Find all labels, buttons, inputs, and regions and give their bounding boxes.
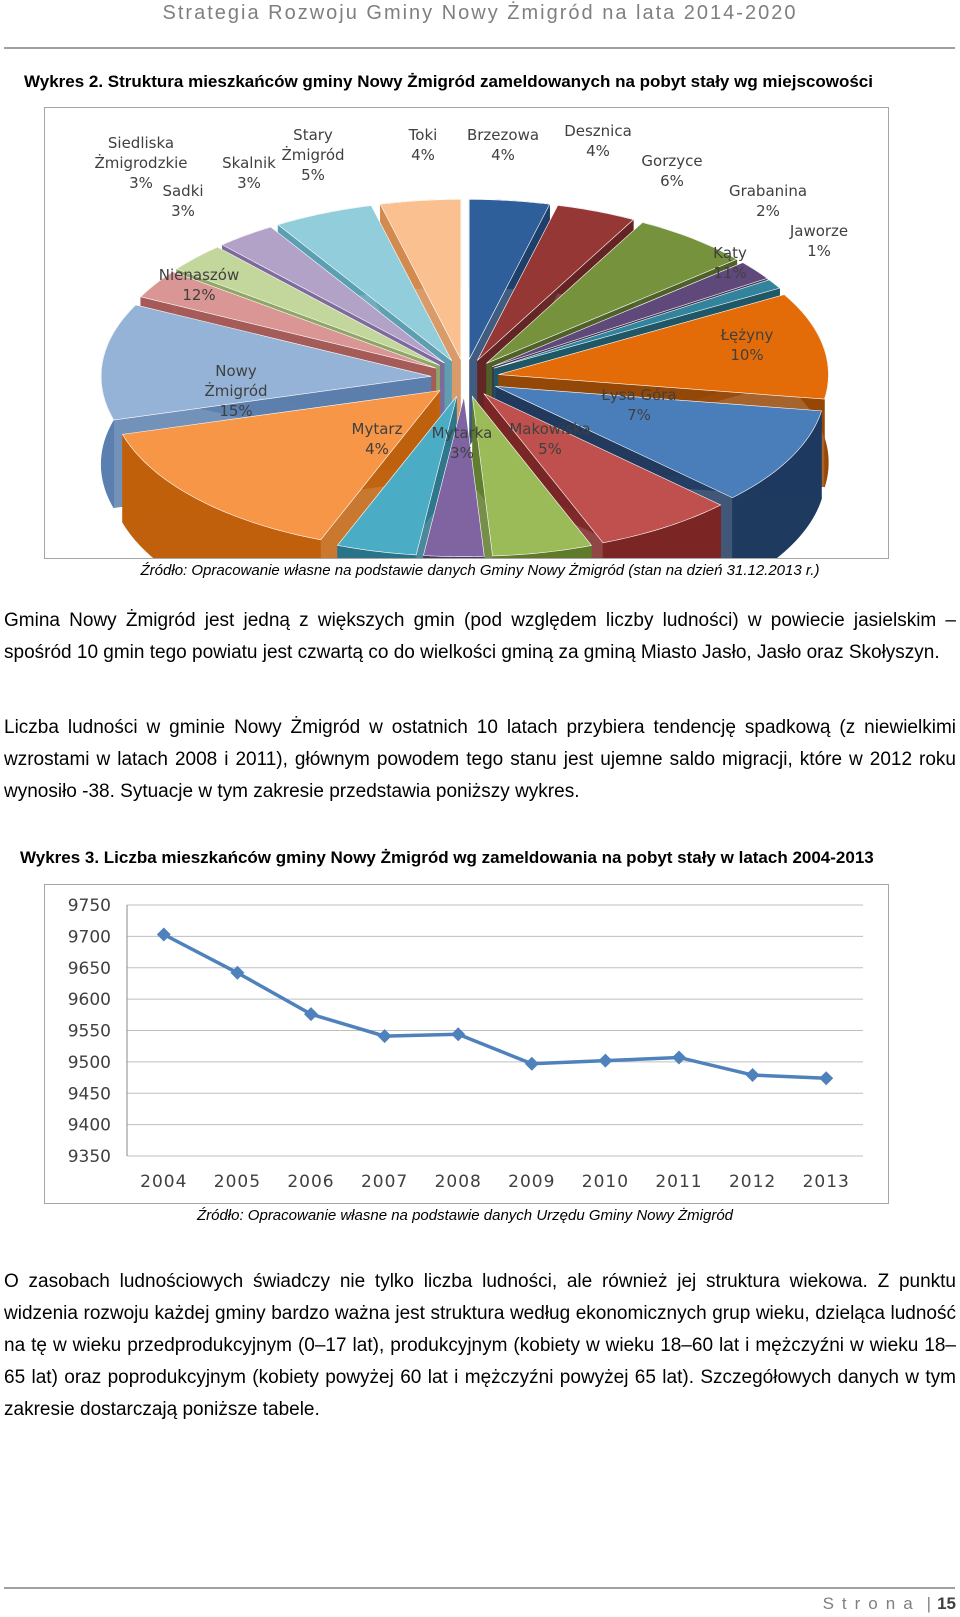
y-tick-label: 9450 bbox=[67, 1084, 111, 1105]
x-tick-label: 2012 bbox=[728, 1172, 777, 1192]
data-point bbox=[598, 1054, 612, 1068]
x-tick-label: 2008 bbox=[434, 1172, 482, 1192]
x-tick-label: 2005 bbox=[213, 1172, 262, 1192]
figure-2-caption: Wykres 2. Struktura mieszkańców gminy Nowy Żmigród zameldowanych na pobyt stały wg miejscowości bbox=[24, 72, 873, 91]
y-tick-label: 9550 bbox=[67, 1021, 111, 1042]
pie-label: Mytarka 3% bbox=[431, 424, 493, 462]
y-tick-label: 9750 bbox=[67, 896, 111, 916]
paragraph-2: Liczba ludności w gminie Nowy Żmigród w ostatnich 10 latach przybiera tendencję spadkową (z niewielkimi wzrostami w latach 2008 i 2011), głównym powodem tego stanu jest ujemne saldo migracji, które w 2012 roku wynosiło -38. Sytuacje w tym zakresie przedstawia poniższy wykres. bbox=[4, 717, 956, 802]
pie-chart-frame bbox=[44, 107, 889, 559]
pie-label: Mytarz 4% bbox=[351, 420, 403, 458]
data-point bbox=[304, 1007, 318, 1021]
x-tick-label: 2009 bbox=[508, 1172, 556, 1192]
pie-label: Stary Żmigród 5% bbox=[281, 126, 345, 184]
x-tick-label: 2007 bbox=[360, 1172, 409, 1192]
pie-label: Toki 4% bbox=[408, 126, 438, 164]
pie-label: Brzezowa 4% bbox=[466, 126, 540, 164]
pie-label: Grabanina 2% bbox=[728, 182, 808, 220]
pie-label: Łysa Góra 7% bbox=[601, 386, 677, 424]
data-point bbox=[451, 1027, 465, 1041]
y-tick-label: 9600 bbox=[67, 990, 111, 1011]
pie-label: Kąty 11% bbox=[713, 244, 747, 282]
data-point bbox=[819, 1071, 833, 1085]
x-tick-label: 2004 bbox=[140, 1172, 188, 1192]
data-point bbox=[525, 1057, 539, 1071]
figure-2-source: Źródło: Opracowanie własne na podstawie danych Gminy Nowy Żmigród (stan na dzień 31.12.2013 r.) bbox=[140, 562, 820, 579]
pie-label: Makowiska 5% bbox=[509, 420, 591, 458]
page-header: Strategia Rozwoju Gminy Nowy Żmigród na lata 2014-2020 bbox=[162, 2, 798, 24]
footer-label: Strona bbox=[822, 1594, 921, 1613]
x-tick-label: 2011 bbox=[655, 1172, 703, 1192]
page-footer bbox=[823, 1594, 956, 1614]
y-tick-label: 9650 bbox=[67, 958, 111, 979]
data-point bbox=[378, 1029, 392, 1043]
header-divider bbox=[4, 47, 955, 49]
paragraph-3: O zasobach ludnościowych świadczy nie tylko liczba ludności, ale również jej struktura wiekowa. Z punktu widzenia rozwoju każdej gminy bardzo ważna jest struktura według ekonomicznych grup wieku, dzieląca ludność na tę w wieku przedprodukcyjnym (0–17 lat), produkcyjnym (kobiety w wieku 18–60 lat i mężczyźni w wieku 18–65 lat) oraz poprodukcyjnym (kobiety powyżej 60 lat i mężczyźni powyżej 65 lat). Szczegółowych danych w tym zakresie dostarczają poniższe tabele. bbox=[4, 1271, 956, 1420]
pie-label: Nienaszów 12% bbox=[158, 266, 240, 304]
paragraph-1: Gmina Nowy Żmigród jest jedną z większych gmin (pod względem liczby ludności) w powiecie jasielskim – spośród 10 gmin tego powiatu jest czwartą co do wielkości gminą za gminą Miasto Jasło, Jasło oraz Skołyszyn. bbox=[4, 610, 956, 663]
pie-label: Gorzyce 6% bbox=[641, 152, 703, 190]
footer-separator: | bbox=[926, 1594, 932, 1613]
pie-chart bbox=[45, 108, 888, 558]
pie-label: Jaworze 1% bbox=[789, 222, 849, 260]
pie-label: Sadki 3% bbox=[162, 182, 204, 220]
data-point bbox=[672, 1050, 686, 1064]
y-tick-label: 9350 bbox=[67, 1147, 111, 1167]
data-point bbox=[157, 927, 171, 941]
y-tick-label: 9700 bbox=[67, 927, 111, 948]
pie-label: Skalnik 3% bbox=[222, 154, 276, 192]
x-tick-label: 2010 bbox=[581, 1172, 630, 1192]
pie-label: Siedliska Żmigrodzkie 3% bbox=[94, 134, 188, 192]
pie-label: Desznica 4% bbox=[564, 122, 632, 160]
y-tick-label: 9500 bbox=[67, 1052, 111, 1073]
footer-divider bbox=[4, 1587, 955, 1589]
page-number: 15 bbox=[937, 1594, 956, 1613]
pie-label: Łężyny 10% bbox=[720, 326, 774, 364]
series-line bbox=[164, 934, 826, 1078]
figure-3-source: Źródło: Opracowanie własne na podstawie danych Urzędu Gminy Nowy Żmigród bbox=[196, 1207, 734, 1224]
x-tick-label: 2006 bbox=[287, 1172, 335, 1192]
x-tick-label: 2013 bbox=[802, 1172, 850, 1192]
line-chart bbox=[45, 885, 888, 1203]
pie-label: Nowy Żmigród 15% bbox=[204, 362, 268, 420]
line-chart-frame bbox=[44, 884, 889, 1204]
data-point bbox=[746, 1068, 760, 1082]
y-tick-label: 9400 bbox=[67, 1115, 111, 1136]
figure-3-caption: Wykres 3. Liczba mieszkańców gminy Nowy Żmigród wg zameldowania na pobyt stały w latach 2004-2013 bbox=[20, 848, 874, 867]
